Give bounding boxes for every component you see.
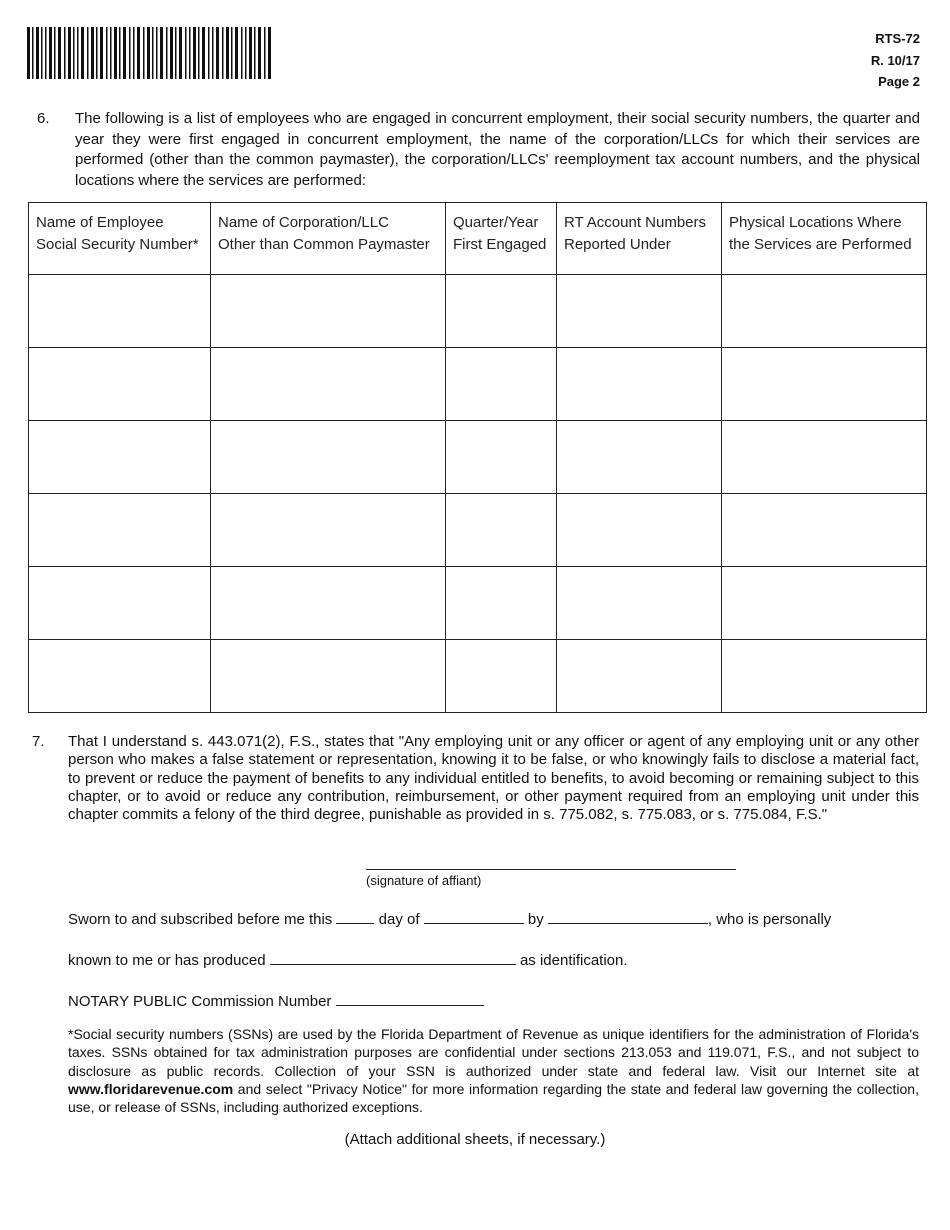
footnote-text-1: *Social security numbers (SSNs) are used by the Florida Department of Revenue as unique identifiers for the administration of Florida's taxes. SSNs obtained for tax administration purposes are confidential under sections 213.053 and 119.071, F.S., and not subject to disclosure as public records. Collection of your SSN is authorized under state and federal law. Visit our Internet site at xyxy=(68,1026,919,1079)
table-cell[interactable] xyxy=(722,567,927,640)
table-row xyxy=(29,640,927,713)
table-cell[interactable] xyxy=(211,640,446,713)
table-cell[interactable] xyxy=(29,275,211,348)
sworn-text-1: Sworn to and subscribed before me this xyxy=(68,911,333,928)
sworn-statement xyxy=(68,909,831,928)
table-cell[interactable] xyxy=(722,421,927,494)
table-cell[interactable] xyxy=(722,348,927,421)
employee-table xyxy=(28,202,927,713)
sworn-by-field[interactable] xyxy=(548,909,708,924)
column-header-location: Physical Locations Where the Services are Performed xyxy=(722,203,927,275)
table-cell[interactable] xyxy=(446,348,557,421)
table-row xyxy=(29,494,927,567)
column-header-corporation: Name of Corporation/LLC Other than Common Paymaster xyxy=(211,203,446,275)
form-number: RTS-72 xyxy=(875,31,920,46)
footnote-text-2: and select "Privacy Notice" for more information regarding the state and federal law governing the collection, use, or release of SSNs, including authorized exceptions. xyxy=(68,1080,919,1116)
notary-commission-field[interactable] xyxy=(336,991,484,1006)
table-cell[interactable] xyxy=(29,640,211,713)
column-header-employee: Name of Employee Social Security Number* xyxy=(29,203,211,275)
identification-statement xyxy=(68,950,628,969)
table-cell[interactable] xyxy=(29,348,211,421)
item-6 xyxy=(37,109,920,191)
table-row xyxy=(29,348,927,421)
table-cell[interactable] xyxy=(446,640,557,713)
known-text-1: known to me or has produced xyxy=(68,952,266,969)
website-link[interactable]: www.floridarevenue.com xyxy=(68,1080,234,1097)
month-field[interactable] xyxy=(424,909,524,924)
table-cell[interactable] xyxy=(29,567,211,640)
table-cell[interactable] xyxy=(722,640,927,713)
item-6-number: 6. xyxy=(37,110,50,127)
item-7 xyxy=(32,733,919,824)
column-header-rt-account: RT Account Numbers Reported Under xyxy=(557,203,722,275)
notary-commission xyxy=(68,991,484,1010)
table-cell[interactable] xyxy=(557,421,722,494)
column-header-quarter: Quarter/Year First Engaged xyxy=(446,203,557,275)
table-cell[interactable] xyxy=(722,494,927,567)
notary-label: NOTARY PUBLIC Commission Number xyxy=(68,993,332,1010)
sworn-text-4: , who is personally xyxy=(707,911,832,928)
sworn-text-3: by xyxy=(527,911,544,928)
ssn-footnote xyxy=(68,1025,919,1116)
page-number: Page 2 xyxy=(878,74,920,89)
table-cell[interactable] xyxy=(211,421,446,494)
table-cell[interactable] xyxy=(211,348,446,421)
table-cell[interactable] xyxy=(446,421,557,494)
table-row xyxy=(29,275,927,348)
table-row xyxy=(29,567,927,640)
table-cell[interactable] xyxy=(446,275,557,348)
table-cell[interactable] xyxy=(446,567,557,640)
barcode xyxy=(27,27,273,79)
sworn-text-2: day of xyxy=(378,911,420,928)
table-cell[interactable] xyxy=(211,567,446,640)
table-cell[interactable] xyxy=(722,275,927,348)
table-cell[interactable] xyxy=(557,275,722,348)
table-cell[interactable] xyxy=(29,494,211,567)
table-cell[interactable] xyxy=(557,494,722,567)
day-field[interactable] xyxy=(336,909,374,924)
identification-field[interactable] xyxy=(270,950,516,965)
signature-line[interactable] xyxy=(366,869,736,870)
known-text-2: as identification. xyxy=(519,952,628,969)
attach-note: (Attach additional sheets, if necessary.) xyxy=(344,1131,606,1148)
item-7-number: 7. xyxy=(32,733,45,750)
table-cell[interactable] xyxy=(211,275,446,348)
table-cell[interactable] xyxy=(557,348,722,421)
form-identifier xyxy=(871,28,920,93)
table-cell[interactable] xyxy=(211,494,446,567)
form-revision: R. 10/17 xyxy=(870,52,920,68)
table-cell[interactable] xyxy=(557,567,722,640)
table-cell[interactable] xyxy=(29,421,211,494)
table-header-row xyxy=(29,203,927,275)
table-row xyxy=(29,421,927,494)
signature-caption: (signature of affiant) xyxy=(366,873,482,888)
table-cell[interactable] xyxy=(446,494,557,567)
table-cell[interactable] xyxy=(557,640,722,713)
item-7-text: That I understand s. 443.071(2), F.S., states that "Any employing unit or any officer or agent of any employing unit or any other person who makes a false statement or representation, knowing it to be false, or who knowingly fails to disclose a material fact, to prevent or reduce the payment of benefits to any individual entitled to benefits, to avoid becoming or remaining subject to this chapter, or to avoid or reduce any contribution, reimbursement, or other payment required from an employing unit under this chapter commits a felony of the third degree, punishable as provided in s. 775.082, s. 775.083, or s. 775.084, F.S." xyxy=(68,733,919,824)
item-6-text: The following is a list of employees who are engaged in concurrent employment, their social security numbers, the quarter and year they were first engaged in concurrent employment, the name of the corporation/LLCs for which their services are performed (other than the common paymaster), the corporation/LLCs' reemployment tax account numbers, and the physical locations where the services are performed: xyxy=(75,110,920,189)
